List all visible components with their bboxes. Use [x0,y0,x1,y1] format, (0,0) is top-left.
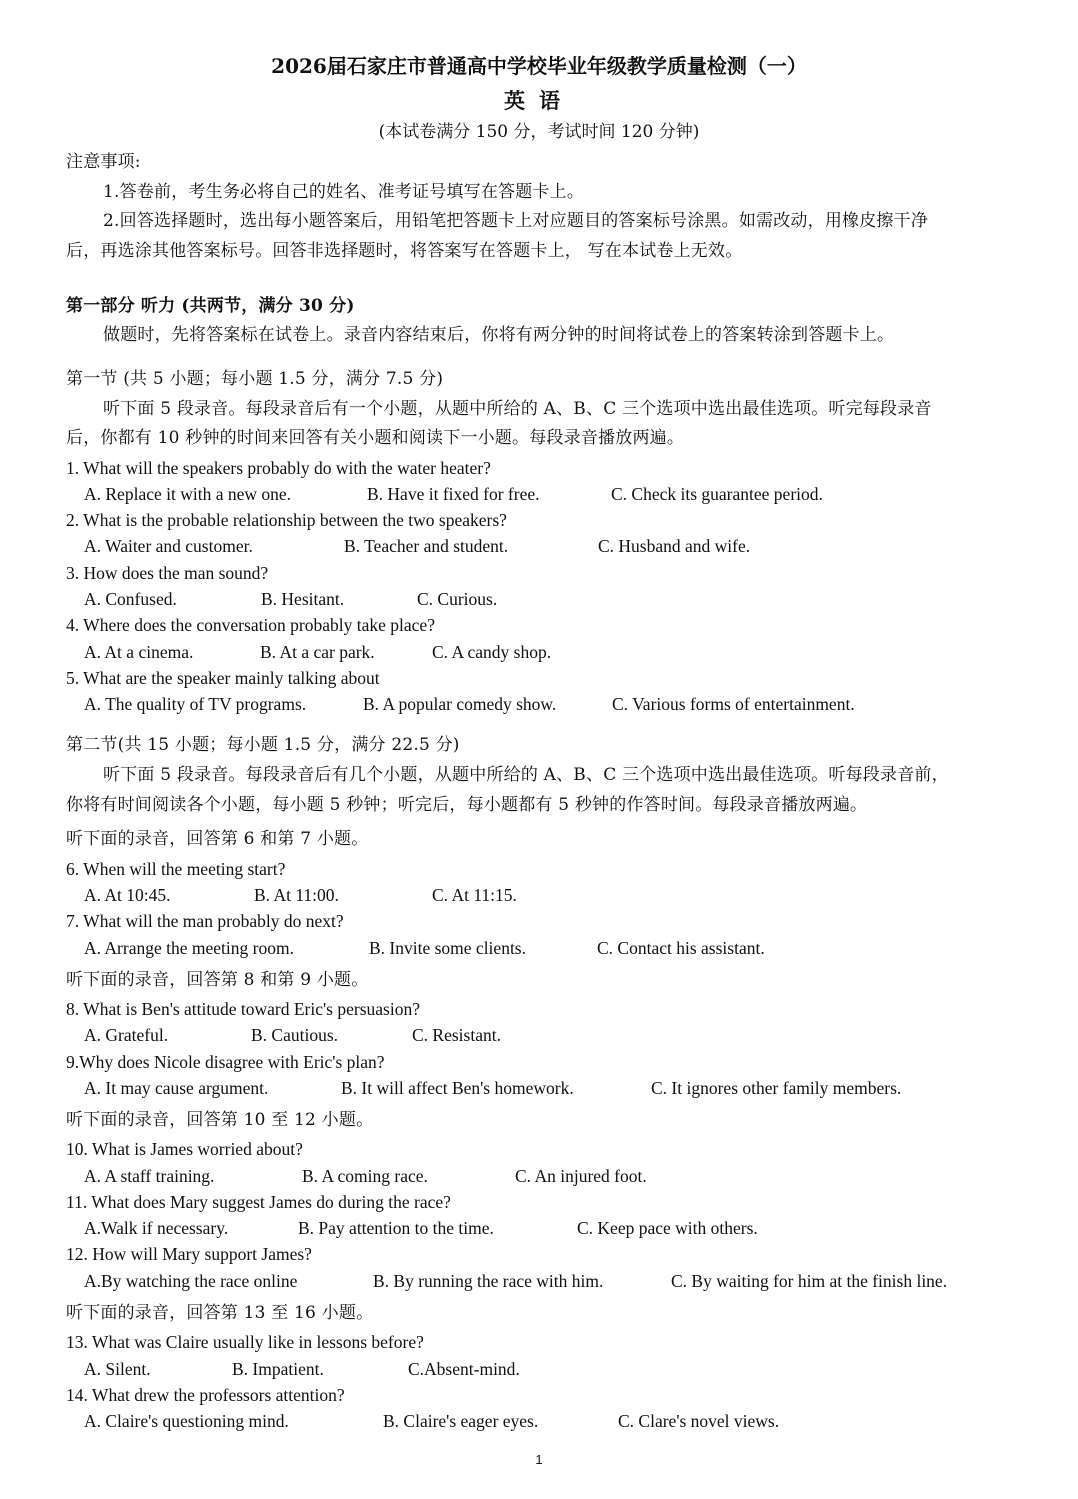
notice-item-1: 1.答卷前，考生务必将自己的姓名、准考证号填写在答题卡上。 [103,182,585,202]
option-a: A. The quality of TV programs. [84,694,307,714]
option-a: A. Grateful. [84,1025,169,1045]
option-a: A. It may cause argument. [84,1078,269,1098]
option-c: C. An injured foot. [515,1166,647,1186]
option-b: B. By running the race with him. [373,1271,604,1291]
question-stem: 8. What is Ben's attitude toward Eric's persuasion? [66,999,420,1019]
option-b: B. Claire's eager eyes. [383,1411,539,1431]
listen-prompt: 听下面的录音，回答第 8 和第 9 小题。 [66,970,369,990]
notice-item-2: 2.回答选择题时，选出每小题答案后，用铅笔把答题卡上对应题目的答案标号涂黑。如需改动，用橡皮擦干净 [103,211,929,231]
option-c: C.Absent-mind. [408,1359,520,1379]
option-b: B. Invite some clients. [369,938,526,958]
section2-instruction: 听下面 5 段录音。每段录音后有几个小题，从题中所给的 A、B、C 三个选项中选出最佳选项。听每段录音前， [103,765,949,785]
section1-instruction: 听下面 5 段录音。每段录音后有一个小题，从题中所给的 A、B、C 三个选项中选出最佳选项。听完每段录音 [103,399,932,419]
section2-heading: 第二节(共 15 小题；每小题 1.5 分，满分 22.5 分) [66,735,460,755]
option-a: A. Silent. [84,1359,151,1379]
option-a: A. Confused. [84,589,177,609]
option-c: C. It ignores other family members. [651,1078,902,1098]
option-a: A.Walk if necessary. [84,1218,229,1238]
question-stem: 7. What will the man probably do next? [66,911,344,931]
option-a: A. Claire's questioning mind. [84,1411,289,1431]
question-stem: 11. What does Mary suggest James do during the race? [66,1192,451,1212]
option-c: C. By waiting for him at the finish line. [671,1271,948,1291]
option-c: C. Clare's novel views. [618,1411,780,1431]
option-b: B. It will affect Ben's homework. [341,1078,574,1098]
option-b: B. Have it fixed for free. [367,484,540,504]
option-c: C. Curious. [417,589,498,609]
notice-heading: 注意事项: [66,152,141,172]
question-stem: 1. What will the speakers probably do with the water heater? [66,458,491,478]
option-c: C. Keep pace with others. [577,1218,758,1238]
option-a: A. At a cinema. [84,642,194,662]
notice-item-2-cont: 后，再选涂其他答案标号。回答非选择题时，将答案写在答题卡上， 写在本试卷上无效。 [66,241,743,261]
question-stem: 9.Why does Nicole disagree with Eric's plan? [66,1052,385,1072]
option-b: B. At 11:00. [254,885,339,905]
listen-prompt: 听下面的录音，回答第 10 至 12 小题。 [66,1110,374,1130]
option-c: C. Check its guarantee period. [611,484,823,504]
exam-info: (本试卷满分 150 分，考试时间 120 分钟) [378,122,700,142]
exam-title: 2026届石家庄市普通高中学校毕业年级教学质量检测（一） [271,54,807,78]
question-stem: 14. What drew the professors attention? [66,1385,345,1405]
option-a: A. Waiter and customer. [84,536,253,556]
question-stem: 4. Where does the conversation probably take place? [66,615,435,635]
option-c: C. Husband and wife. [598,536,751,556]
listen-prompt: 听下面的录音，回答第 13 至 16 小题。 [66,1303,374,1323]
option-b: B. Teacher and student. [344,536,509,556]
section2-instruction-cont: 你将有时间阅读各个小题，每小题 5 秒钟；听完后，每小题都有 5 秒钟的作答时间。每段录音播放两遍。 [66,795,868,815]
option-b: B. At a car park. [260,642,375,662]
question-stem: 10. What is James worried about? [66,1139,303,1159]
option-b: B. A coming race. [302,1166,428,1186]
option-a: A. Arrange the meeting room. [84,938,294,958]
option-a: A. Replace it with a new one. [84,484,292,504]
option-c: C. At 11:15. [432,885,517,905]
question-stem: 6. When will the meeting start? [66,859,286,879]
question-stem: 13. What was Claire usually like in lessons before? [66,1332,424,1352]
option-c: C. Resistant. [412,1025,501,1045]
part1-instruction: 做题时，先将答案标在试卷上。录音内容结束后，你将有两分钟的时间将试卷上的答案转涂到答题卡上。 [103,325,895,345]
subject-title: 英语 [504,88,574,113]
question-stem: 3. How does the man sound? [66,563,269,583]
listen-prompt: 听下面的录音，回答第 6 和第 7 小题。 [66,829,369,849]
option-a: A.By watching the race online [84,1271,298,1291]
option-c: C. Contact his assistant. [597,938,765,958]
question-stem: 5. What are the speaker mainly talking about [66,668,380,688]
option-c: C. A candy shop. [432,642,552,662]
option-b: B. A popular comedy show. [363,694,557,714]
option-b: B. Hesitant. [261,589,345,609]
option-b: B. Cautious. [251,1025,339,1045]
option-b: B. Pay attention to the time. [298,1218,494,1238]
option-a: A. A staff training. [84,1166,215,1186]
section1-heading: 第一节 (共 5 小题；每小题 1.5 分，满分 7.5 分) [66,369,444,389]
page-number: 1 [535,1452,543,1467]
option-b: B. Impatient. [232,1359,324,1379]
part1-heading: 第一部分 听力 (共两节，满分 30 分) [66,296,355,316]
option-a: A. At 10:45. [84,885,171,905]
question-stem: 12. How will Mary support James? [66,1244,312,1264]
section1-instruction-cont: 后，你都有 10 秒钟的时间来回答有关小题和阅读下一小题。每段录音播放两遍。 [66,428,685,448]
option-c: C. Various forms of entertainment. [612,694,855,714]
question-stem: 2. What is the probable relationship between the two speakers? [66,510,507,530]
